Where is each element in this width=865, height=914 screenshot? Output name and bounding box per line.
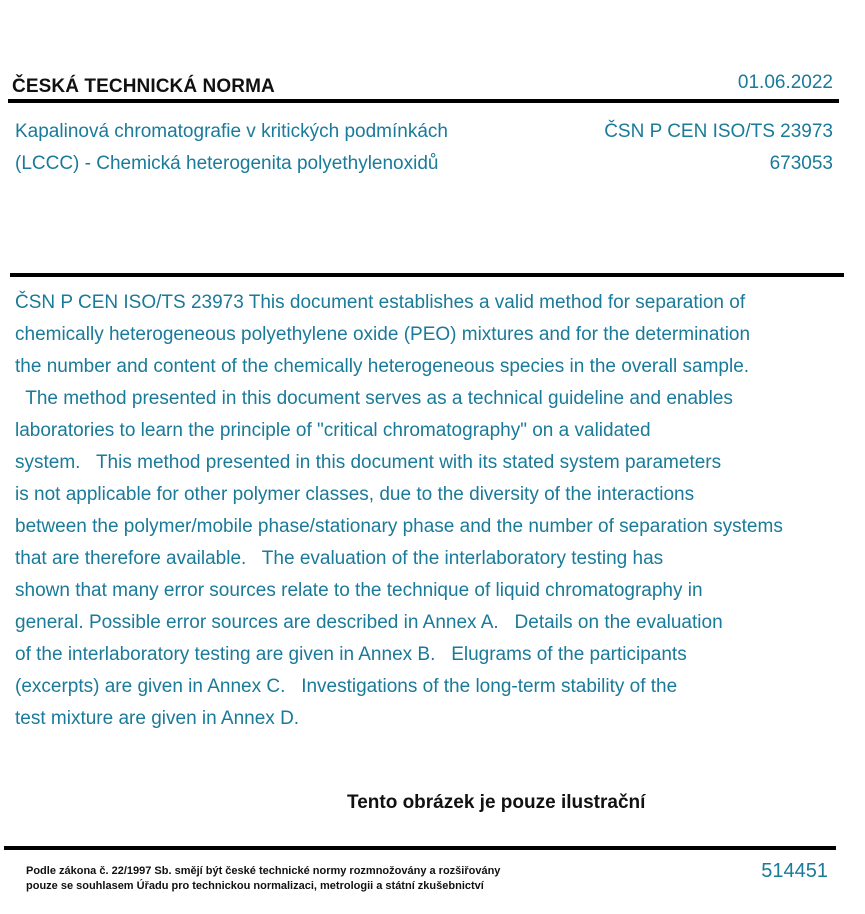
top-divider [8, 99, 839, 103]
standard-title [15, 116, 448, 180]
abstract-line: shown that many error sources relate to the technique of liquid chromatography in [15, 580, 703, 601]
standard-code: ČSN P CEN ISO/TS 23973 [604, 121, 833, 142]
abstract-line: test mixture are given in Annex D. [15, 708, 300, 729]
legal-notice-line: Podle zákona č. 22/1997 Sb. smějí být české technické normy rozmnožovány a rozšiřovány [26, 865, 501, 877]
norm-heading: ČESKÁ TECHNICKÁ NORMA [12, 76, 275, 97]
publication-date: 01.06.2022 [737, 72, 833, 93]
class-number: 673053 [769, 153, 833, 174]
abstract-line: laboratories to learn the principle of "critical chromatography" on a validated [15, 420, 651, 441]
legal-notice [26, 864, 500, 894]
abstract-line: system. This method presented in this document with its stated system parameters [15, 452, 722, 473]
abstract-line: of the interlaboratory testing are given in Annex B. Elugrams of the participants [15, 644, 687, 665]
middle-divider [10, 273, 844, 277]
standard-title-line: (LCCC) - Chemická heterogenita polyethylenoxidů [15, 153, 439, 174]
abstract-text [15, 287, 865, 735]
abstract-line: the number and content of the chemically heterogeneous species in the overall sample. [15, 356, 750, 377]
abstract-line: The method presented in this document serves as a technical guideline and enables [15, 388, 733, 409]
standard-codes [604, 116, 833, 180]
bottom-divider [4, 846, 836, 850]
abstract-line: (excerpts) are given in Annex C. Investigations of the long-term stability of the [15, 676, 678, 697]
document-id: 514451 [761, 860, 828, 882]
abstract-line: ČSN P CEN ISO/TS 23973 This document establishes a valid method for separation of [15, 292, 746, 313]
legal-notice-line: pouze se souhlasem Úřadu pro technickou normalizaci, metrologii a státní zkušebnictví [26, 880, 484, 892]
abstract-line: that are therefore available. The evaluation of the interlaboratory testing has [15, 548, 664, 569]
abstract-line: general. Possible error sources are described in Annex A. Details on the evaluation [15, 612, 723, 633]
abstract-line: between the polymer/mobile phase/stationary phase and the number of separation systems [15, 516, 783, 537]
abstract-line: is not applicable for other polymer classes, due to the diversity of the interactions [15, 484, 695, 505]
illustration-notice: Tento obrázek je pouze ilustrační [347, 792, 646, 813]
abstract-line: chemically heterogeneous polyethylene oxide (PEO) mixtures and for the determination [15, 324, 751, 345]
standard-title-line: Kapalinová chromatografie v kritických podmínkách [15, 121, 448, 142]
